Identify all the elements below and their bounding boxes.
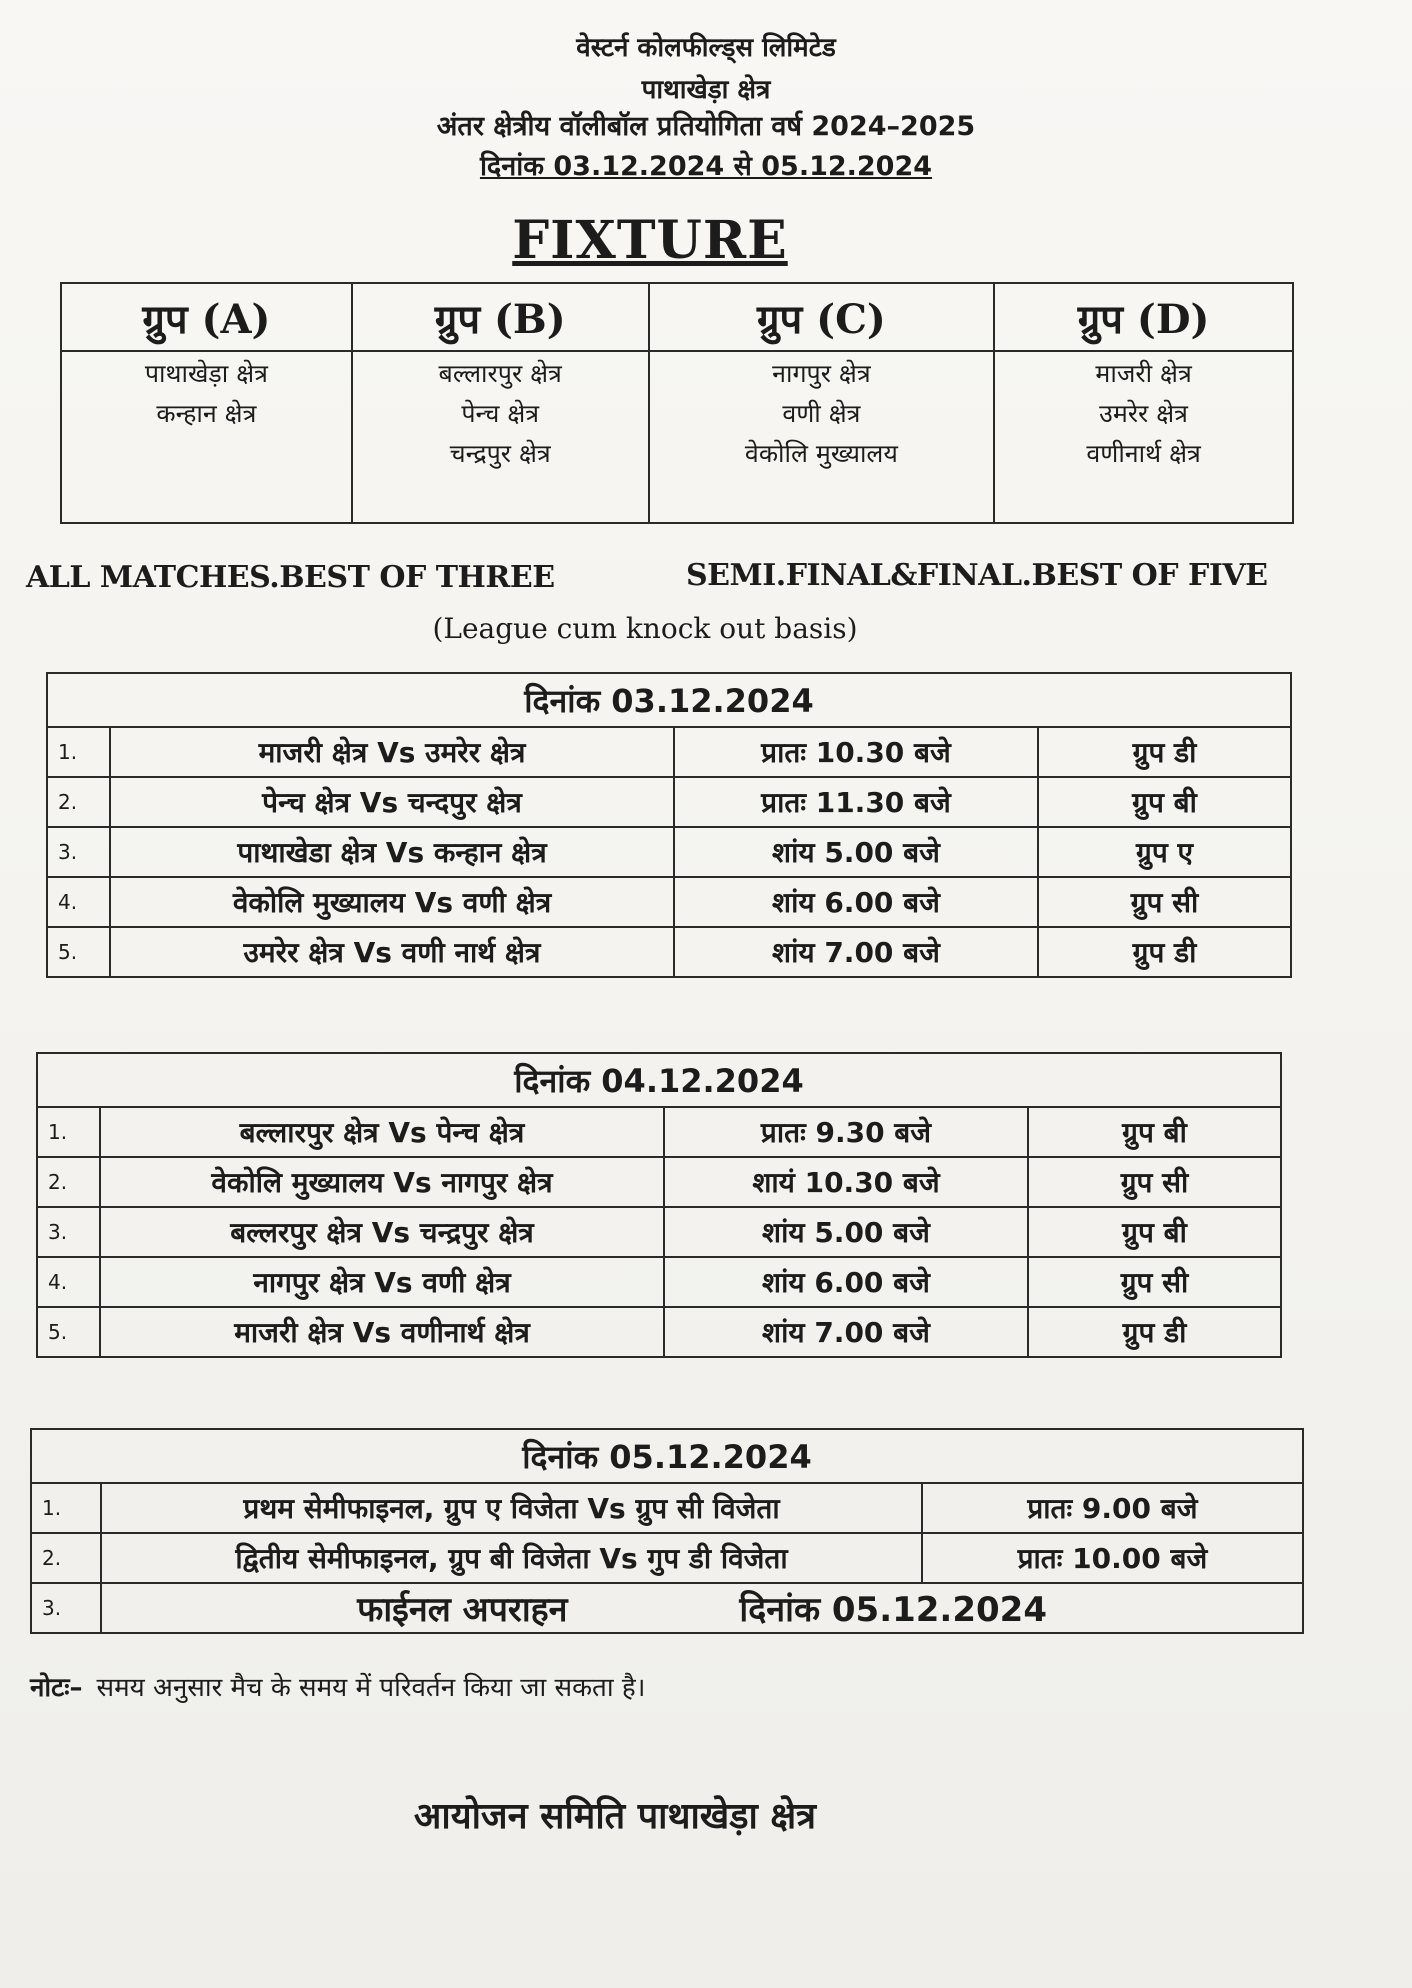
match-time: प्रातः 11.30 बजे	[674, 777, 1038, 827]
match-number: 5.	[47, 927, 110, 977]
table-row	[37, 1157, 1281, 1207]
day-header-row	[31, 1429, 1303, 1483]
match-teams: पाथाखेडा क्षेत्र Vs कन्हान क्षेत्र	[110, 827, 674, 877]
table-row	[31, 1583, 1303, 1633]
team-name: वणीनार्थ क्षेत्र	[1086, 439, 1201, 468]
group-c-header: ग्रुप (C)	[649, 283, 994, 351]
match-group: ग्रुप बी	[1028, 1207, 1281, 1257]
match-group: ग्रुप डी	[1028, 1307, 1281, 1357]
group-c-teams	[649, 351, 994, 523]
table-row	[37, 1257, 1281, 1307]
match-time: शायं 10.30 बजे	[664, 1157, 1028, 1207]
rule-best-of-three: ALL MATCHES.BEST OF THREE	[26, 560, 555, 595]
match-teams: पेन्च क्षेत्र Vs चन्दपुर क्षेत्र	[110, 777, 674, 827]
match-group: ग्रुप सी	[1038, 877, 1291, 927]
match-time: प्रातः 9.30 बजे	[664, 1107, 1028, 1157]
match-teams: नागपुर क्षेत्र Vs वणी क्षेत्र	[100, 1257, 664, 1307]
table-row	[37, 1107, 1281, 1157]
match-number: 3.	[37, 1207, 100, 1257]
group-d-teams	[994, 351, 1293, 523]
match-time: शांय 7.00 बजे	[664, 1307, 1028, 1357]
match-number: 1.	[47, 727, 110, 777]
match-teams: बल्लारपुर क्षेत्र Vs पेन्च क्षेत्र	[100, 1107, 664, 1157]
fixture-title: FIXTURE	[512, 210, 788, 271]
final-match-cell	[101, 1583, 1303, 1633]
table-row	[47, 727, 1291, 777]
match-number: 4.	[37, 1257, 100, 1307]
match-teams: माजरी क्षेत्र Vs उमरेर क्षेत्र	[110, 727, 674, 777]
day-date: दिनांक 04.12.2024	[37, 1053, 1281, 1107]
note-text: समय अनुसार मैच के समय में परिवर्तन किया जा सकता है।	[96, 1673, 646, 1703]
team-name: माजरी क्षेत्र	[1095, 359, 1192, 388]
competition-title: अंतर क्षेत्रीय वॉलीबॉल प्रतियोगिता वर्ष 2024–2025	[436, 111, 976, 142]
team-name: पाथाखेड़ा क्षेत्र	[144, 359, 268, 388]
match-group: ग्रुप बी	[1038, 777, 1291, 827]
final-date: दिनांक 05.12.2024	[739, 1590, 1047, 1630]
group-a-header: ग्रुप (A)	[61, 283, 352, 351]
match-teams: द्वितीय सेमीफाइनल, ग्रुप बी विजेता Vs गुप डी विजेता	[101, 1533, 922, 1583]
match-number: 5.	[37, 1307, 100, 1357]
day-1-fixture-table	[46, 672, 1292, 978]
team-name: पेन्च क्षेत्र	[461, 399, 540, 428]
match-number: 1.	[31, 1483, 101, 1533]
team-name: नागपुर क्षेत्र	[772, 359, 871, 388]
match-time: शांय 5.00 बजे	[664, 1207, 1028, 1257]
match-teams: उमरेर क्षेत्र Vs वणी नार्थ क्षेत्र	[110, 927, 674, 977]
table-row	[31, 1483, 1303, 1533]
match-group: ग्रुप डी	[1038, 927, 1291, 977]
day-3-fixture-table	[30, 1428, 1304, 1634]
match-group: ग्रुप बी	[1028, 1107, 1281, 1157]
day-2-fixture-table	[36, 1052, 1282, 1358]
match-teams: माजरी क्षेत्र Vs वणीनार्थ क्षेत्र	[100, 1307, 664, 1357]
note-label: नोटः–	[30, 1673, 83, 1703]
table-row	[47, 827, 1291, 877]
match-group: ग्रुप ए	[1038, 827, 1291, 877]
groups-header-row	[61, 283, 1293, 351]
match-group: ग्रुप सी	[1028, 1257, 1281, 1307]
match-teams: वेकोलि मुख्यालय Vs नागपुर क्षेत्र	[100, 1157, 664, 1207]
table-row	[37, 1307, 1281, 1357]
group-b-header: ग्रुप (B)	[352, 283, 649, 351]
table-row	[47, 777, 1291, 827]
match-group: ग्रुप डी	[1038, 727, 1291, 777]
team-name: वेकोलि मुख्यालय	[744, 439, 898, 468]
match-time: शांय 7.00 बजे	[674, 927, 1038, 977]
table-row	[37, 1207, 1281, 1257]
area-name: पाथाखेड़ा क्षेत्र	[641, 75, 771, 105]
table-row	[31, 1533, 1303, 1583]
team-name: चन्द्रपुर क्षेत्र	[449, 439, 551, 468]
final-label: फाईनल अपराहन	[357, 1590, 568, 1630]
match-number: 2.	[47, 777, 110, 827]
groups-teams-row	[61, 351, 1293, 523]
table-row	[47, 877, 1291, 927]
match-time: प्रातः 10.00 बजे	[922, 1533, 1303, 1583]
team-name: उमरेर क्षेत्र	[1099, 399, 1188, 428]
day-header-row	[37, 1053, 1281, 1107]
day-date: दिनांक 05.12.2024	[31, 1429, 1303, 1483]
team-name: बल्लारपुर क्षेत्र	[438, 359, 562, 388]
match-teams: वेकोलि मुख्यालय Vs वणी क्षेत्र	[110, 877, 674, 927]
match-time: प्रातः 10.30 बजे	[674, 727, 1038, 777]
match-number: 1.	[37, 1107, 100, 1157]
match-number: 3.	[31, 1583, 101, 1633]
match-number: 3.	[47, 827, 110, 877]
match-number: 2.	[37, 1157, 100, 1207]
match-time: शांय 6.00 बजे	[664, 1257, 1028, 1307]
competition-dates: दिनांक 03.12.2024 से 05.12.2024	[479, 151, 933, 182]
organizing-committee-signature: आयोजन समिति पाथाखेड़ा क्षेत्र	[413, 1796, 817, 1837]
match-time: शांय 5.00 बजे	[674, 827, 1038, 877]
match-group: ग्रुप सी	[1028, 1157, 1281, 1207]
rule-basis: (League cum knock out basis)	[432, 612, 858, 645]
group-a-teams	[61, 351, 352, 523]
day-date: दिनांक 03.12.2024	[47, 673, 1291, 727]
team-name: वणी क्षेत्र	[782, 399, 861, 428]
match-time: प्रातः 9.00 बजे	[922, 1483, 1303, 1533]
group-b-teams	[352, 351, 649, 523]
day-header-row	[47, 673, 1291, 727]
table-row	[47, 927, 1291, 977]
note	[30, 1668, 646, 1704]
rule-best-of-five: SEMI.FINAL&FINAL.BEST OF FIVE	[686, 558, 1268, 593]
organization-name: वेस्टर्न कोलफील्ड्स लिमिटेड	[576, 33, 836, 63]
match-number: 2.	[31, 1533, 101, 1583]
match-number: 4.	[47, 877, 110, 927]
match-teams: प्रथम सेमीफाइनल, ग्रुप ए विजेता Vs ग्रुप सी विजेता	[101, 1483, 922, 1533]
match-teams: बल्लरपुर क्षेत्र Vs चन्द्रपुर क्षेत्र	[100, 1207, 664, 1257]
group-d-header: ग्रुप (D)	[994, 283, 1293, 351]
match-time: शांय 6.00 बजे	[674, 877, 1038, 927]
groups-table	[60, 282, 1294, 524]
team-name: कन्हान क्षेत्र	[156, 399, 257, 428]
